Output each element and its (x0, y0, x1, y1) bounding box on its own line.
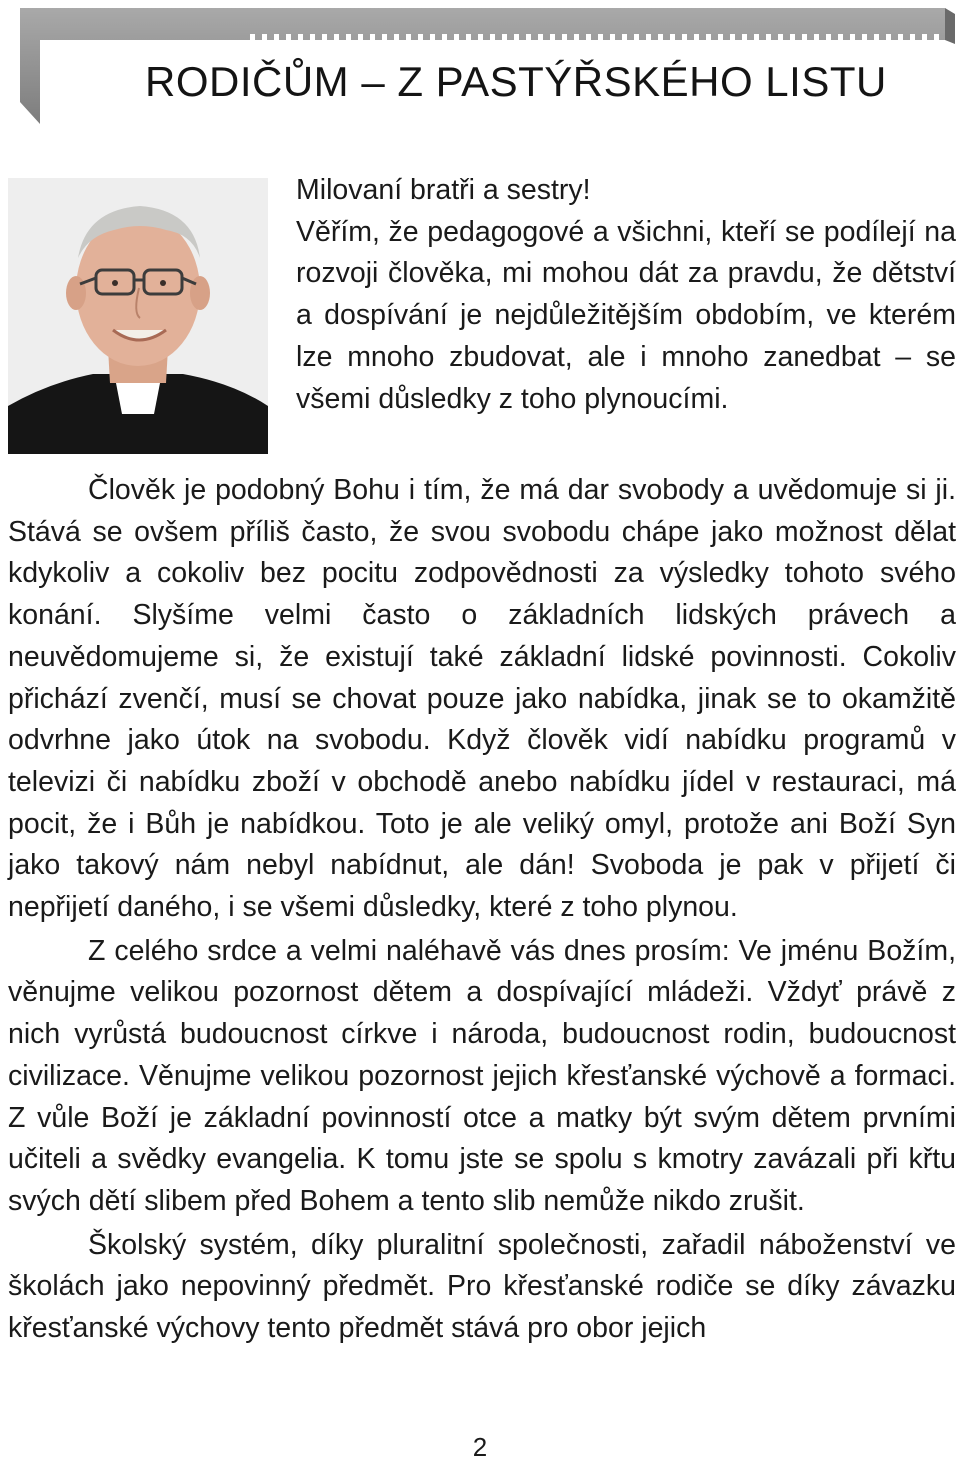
salutation: Milovaní bratři a sestry! (296, 174, 591, 206)
letter-body (8, 470, 956, 1350)
page-title: RODIČŮM – Z PASTÝŘSKÉHO LISTU (145, 58, 887, 105)
intro-block (296, 170, 956, 420)
portrait-photo (8, 178, 268, 454)
intro-paragraph: Věřím, že pedagogové a všichni, kteří se podílejí na rozvoji člověka, mi mohou dát za pravdu, že dětství a dospívání je nejdůležitějším obdobím, ve kterém lze mnoho zbudovat, ale i mnoho zanedbat – se všemi důsledky z toho plynoucími. (296, 215, 956, 415)
page-number: 2 (472, 1432, 488, 1462)
paragraph: Člověk je podobný Bohu i tím, že má dar svobody a uvědomuje si ji. Stává se ovšem příliš často, že svou svobodu chápe jako možnost dělat kdykoliv a cokoliv bez pocitu zodpovědnosti za výsledky tohoto svého konání. Slyšíme velmi často o základních lidských právech a neuvědomujeme si, že existují také základní lidské povinnosti. Cokoliv přichází zvenčí, musí se chovat pouze jako nabídka, jinak se to okamžitě odvrhne jako útok na svobodu. Když člověk vidí nabídku programů v televizi či nabídku zboží v obchodě anebo nabídku jídel v restauraci, má pocit, že i Bůh je nabídkou. Toto je ale veliký omyl, protože ani Boží Syn jako takový nám nebyl nabídnut, ale dán! Svoboda je pak v přijetí či nepřijetí daného, i se všemi důsledky, které z toho plynou. (8, 474, 956, 924)
paragraph: Z celého srdce a velmi naléhavě vás dnes prosím: Ve jménu Božím, věnujme velikou pozornost dětem a dospívající mládeži. Vždyť právě z nich vyrůstá budoucnost církve i národa, budoucnost rodin, budoucnost civilizace. Věnujme velikou pozornost jejich křesťanské výchově a formaci. Z vůle Boží je základní povinností otce a matky být svým dětem prvními učiteli a svědky evangelia. K tomu jste se spolu s kmotry zavázali při křtu svých dětí slibem před Bohem a tento slib nemůže nikdo zrušit. (8, 934, 956, 1217)
paragraph: Školský systém, díky pluralitní společnosti, zařadil náboženství ve školách jako nepovinný předmět. Pro křesťanské rodiče se díky závazku křesťanské výchovy tento předmět stává pro obor jejich (8, 1228, 956, 1345)
